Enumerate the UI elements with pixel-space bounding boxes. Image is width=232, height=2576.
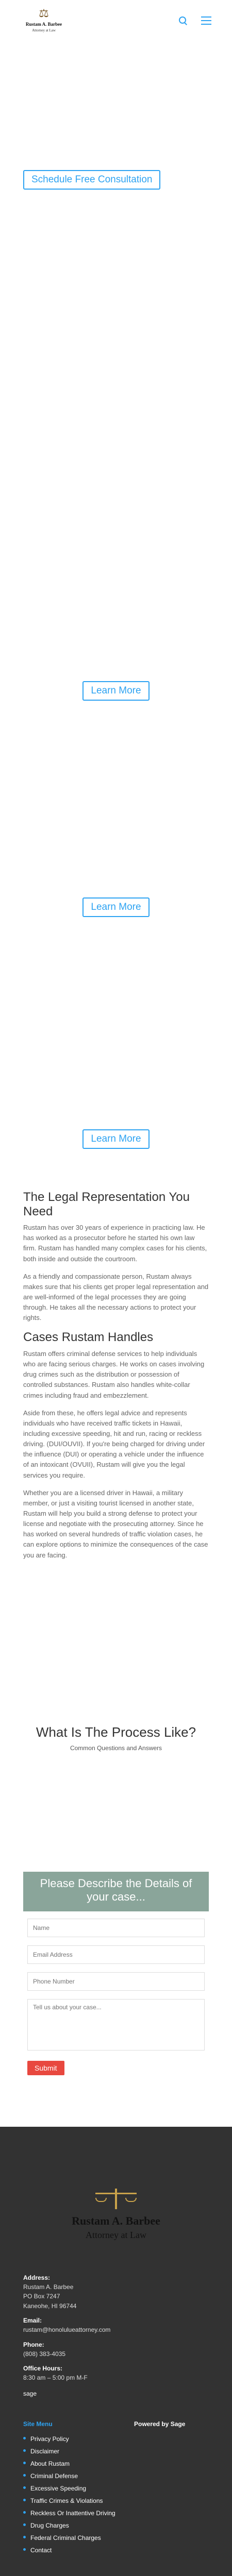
practice-block-1 xyxy=(0,232,232,711)
email-input[interactable] xyxy=(27,1945,205,1964)
menu-icon[interactable] xyxy=(201,16,211,25)
footer-logo-name: Rustam A. Barbee xyxy=(72,2214,160,2227)
footer-link-excessive-speeding[interactable]: Excessive Speeding xyxy=(23,2482,134,2495)
cases-paragraph: Rustam offers criminal defense services to help individuals who are facing serious charges. He works on cases involving drug crimes such as the distribution or possession of controlled substances. Rustam also handles white-collar crimes including fraud and embezzlement. xyxy=(23,1350,205,1399)
footer-link-about[interactable]: About Rustam xyxy=(23,2458,134,2470)
hero-section xyxy=(0,41,232,232)
powered-by xyxy=(134,2419,209,2556)
site-menu xyxy=(23,2419,134,2556)
logo-name: Rustam A. Barbee xyxy=(25,21,62,27)
scales-of-justice-icon: ⚖ xyxy=(39,7,49,20)
process-subheading: Common Questions and Answers xyxy=(70,1744,162,1752)
footer-columns xyxy=(23,2419,209,2556)
hours-label: Office Hours: xyxy=(23,2365,63,2372)
footer-link-contact[interactable]: Contact xyxy=(23,2544,134,2556)
footer-logo-tagline: Attorney at Law xyxy=(86,2229,146,2240)
email-label: Email: xyxy=(23,2317,42,2325)
sage-logo[interactable]: sage xyxy=(23,2390,37,2398)
footer-link-federal-charges[interactable]: Federal Criminal Charges xyxy=(23,2532,134,2544)
about-paragraph: As a friendly and compassionate person, Rustam always makes sure that his clients get proper legal representation and are well-informed of the legal processes they are going through. He takes all the necessary actions to protect your rights. xyxy=(23,1272,209,1322)
about-section xyxy=(0,1159,232,1583)
learn-more-button-3[interactable]: Learn More xyxy=(82,1129,149,1149)
office-hours: 8:30 am – 5:00 pm M-F xyxy=(23,2374,88,2382)
site-header xyxy=(0,0,232,41)
phone-label: Phone: xyxy=(23,2341,44,2348)
address-line: PO Box 7247 xyxy=(23,2293,60,2300)
process-heading: What Is The Process Like? xyxy=(36,1724,196,1740)
learn-more-button-2[interactable]: Learn More xyxy=(82,897,149,917)
practice-block-2 xyxy=(0,711,232,927)
scales-of-justice-icon xyxy=(95,2189,137,2209)
address-label: Address: xyxy=(23,2274,51,2281)
footer-link-drug-charges[interactable]: Drug Charges xyxy=(23,2519,134,2532)
powered-by-text[interactable]: Powered by Sage xyxy=(134,2420,186,2428)
cases-heading: Cases Rustam Handles xyxy=(23,1330,154,1345)
phone-input[interactable] xyxy=(27,1972,205,1991)
search-icon[interactable] xyxy=(178,16,188,25)
cases-paragraph: Whether you are a licensed driver in Hawaii, a military member, or just a visiting tourist licensed in another state, Rustam will help you build a strong defense to protect your license and negotiate with the prosecuting attorney. Since he has worked on several hundreds of traffic violation cases, he can explore options to minimize the consequences of the case you are facing. xyxy=(23,1488,208,1559)
case-form xyxy=(23,1911,209,2075)
site-menu-list xyxy=(23,2433,134,2556)
footer-link-disclaimer[interactable]: Disclaimer xyxy=(23,2445,134,2458)
address-line: Rustam A. Barbee xyxy=(23,2283,74,2291)
practice-block-3 xyxy=(0,927,232,1159)
footer-link-criminal-defense[interactable]: Criminal Defense xyxy=(23,2470,134,2482)
site-logo[interactable] xyxy=(21,6,67,35)
footer-link-reckless-driving[interactable]: Reckless Or Inattentive Driving xyxy=(23,2507,134,2519)
learn-more-button-1[interactable]: Learn More xyxy=(82,681,149,701)
footer-link-privacy-policy[interactable]: Privacy Policy xyxy=(23,2433,134,2445)
form-heading: Please Describe the Details of your case... xyxy=(23,1872,209,1911)
site-menu-heading: Site Menu xyxy=(23,2420,53,2428)
email-link[interactable]: rustam@honolulueattorney.com xyxy=(23,2326,111,2334)
footer-link-traffic-crimes[interactable]: Traffic Crimes & Violations xyxy=(23,2495,134,2507)
message-textarea[interactable] xyxy=(27,1999,205,2050)
logo-subtitle: Attorney at Law xyxy=(32,28,56,32)
about-heading: The Legal Representation You Need xyxy=(23,1190,190,1218)
about-paragraph: Rustam has over 30 years of experience in practicing law. He has worked as a prosecutor before he started his own law firm. Rustam has handled many complex cases for his clients, both inside and outside the courtroom. xyxy=(23,1224,207,1263)
phone-link[interactable]: (808) 383-4035 xyxy=(23,2350,66,2358)
address-line: Kaneohe, HI 96744 xyxy=(23,2302,77,2310)
case-form-section xyxy=(0,1872,232,2127)
site-footer xyxy=(0,2127,232,2576)
header-icons xyxy=(178,16,211,25)
process-section xyxy=(0,1583,232,1872)
submit-button[interactable]: Submit xyxy=(27,2061,64,2075)
cases-paragraph: Aside from these, he offers legal advice and represents individuals who have received traffic tickets in Hawaii, including excessive speeding, hit and run, racing or reckless driving. (DUI/OUVII). If you're being charged for driving under the influence (DUI) or operating a vehicle under the influence of an intoxicant (OVUII), Rustam will give you the legal services you require. xyxy=(23,1409,205,1479)
name-input[interactable] xyxy=(27,1919,205,1937)
footer-logo xyxy=(23,2189,209,2242)
schedule-consultation-button[interactable]: Schedule Free Consultation xyxy=(23,170,160,190)
